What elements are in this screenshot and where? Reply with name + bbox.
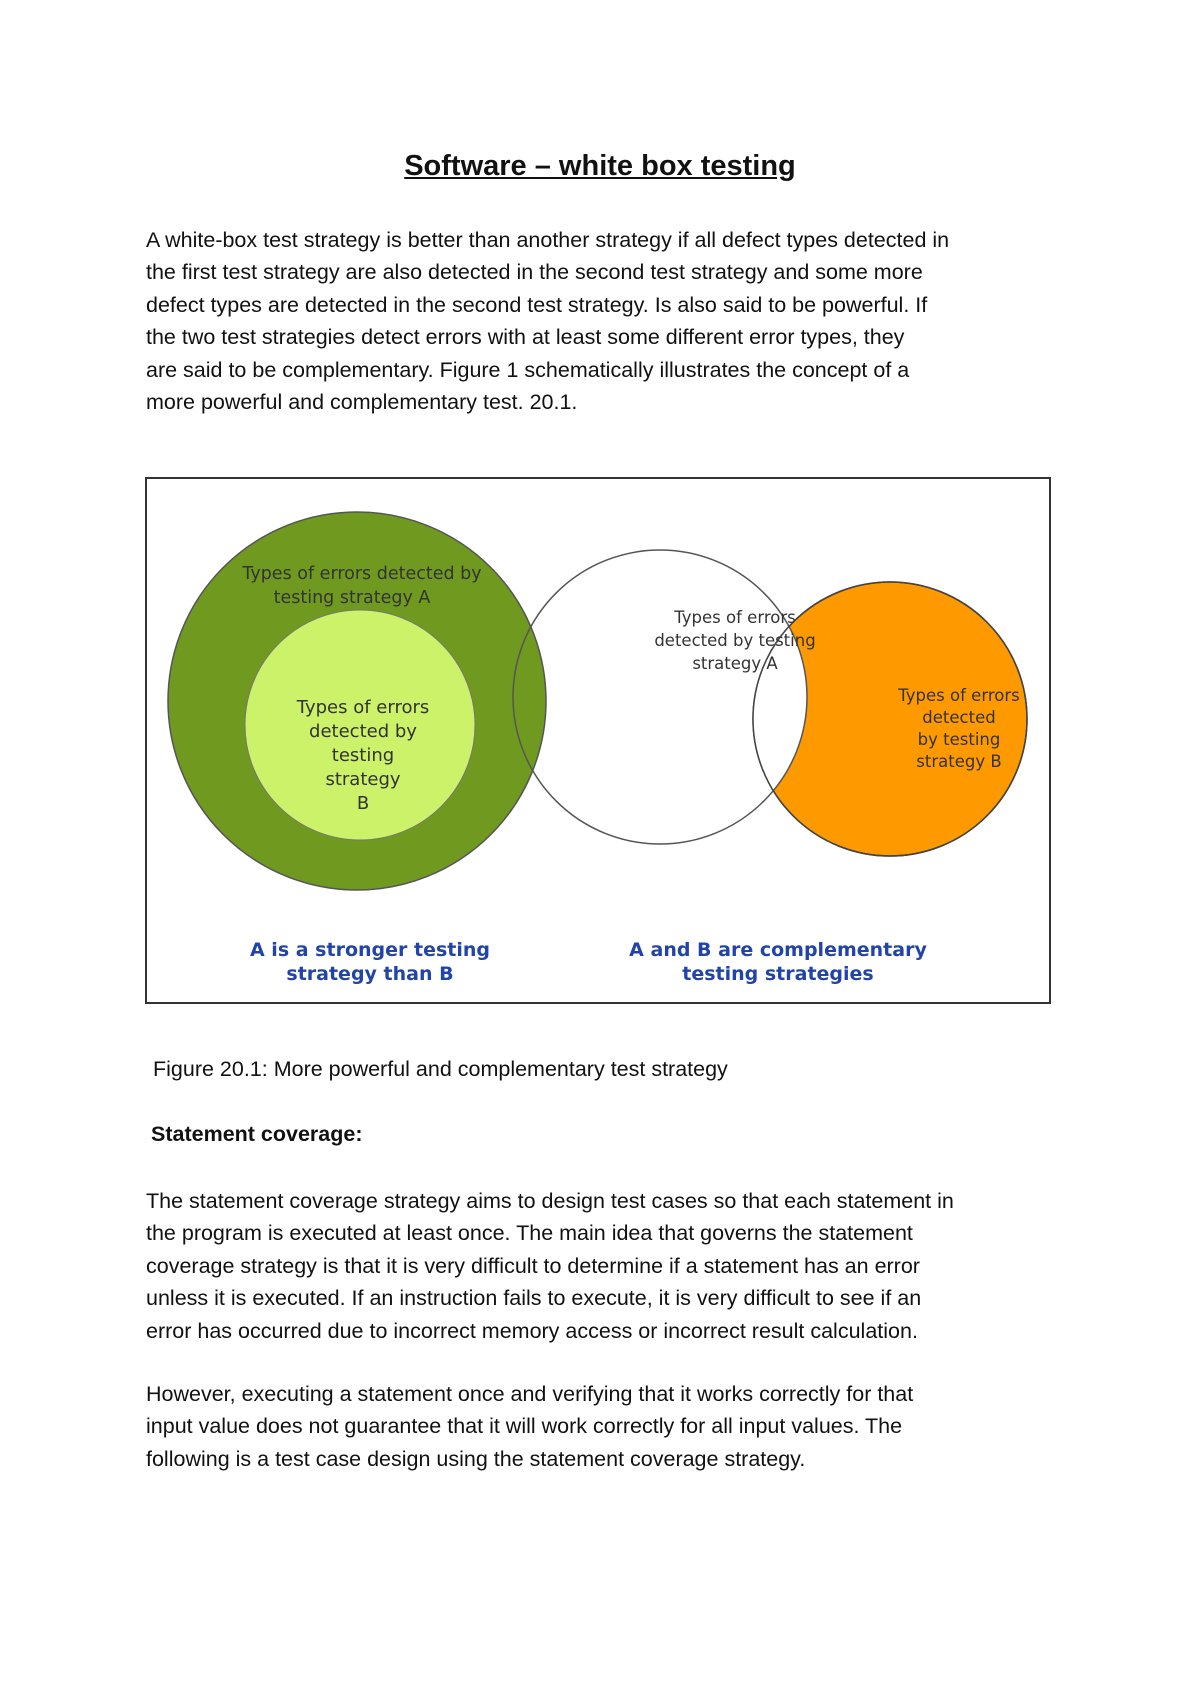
intro-line: are said to be complementary. Figure 1 schematically illustrates the concept of a [146,357,910,382]
section-heading: Statement coverage: [151,1122,363,1146]
statement-coverage-paragraph [146,1185,1076,1347]
para2-line: The statement coverage strategy aims to design test cases so that each statement in [146,1189,954,1213]
para3-line: However, executing a statement once and verifying that it works correctly for that [146,1382,914,1406]
venn-diagram-svg [147,479,1049,1002]
inner-label-line: detected by [309,721,417,742]
intro-line: defect types are detected in the second test strategy. Is also said to be powerful. If [146,292,928,317]
para2-line: the program is executed at least once. The main idea that governs the statement [146,1221,913,1246]
left-caption-line: strategy than B [286,963,454,985]
outer-label-line: Types of errors detected by [242,564,482,584]
intro-line: more powerful and complementary test. 20.1. [146,390,578,415]
figure-caption: Figure 20.1: More powerful and complementary test strategy [153,1057,728,1081]
b-label-line: detected [922,708,996,727]
a-label-line: detected by testing [654,631,816,650]
inner-label-line: testing [331,745,395,766]
b-label-line: by testing [917,730,1001,749]
inner-label-line: Types of errors [296,697,430,718]
a-label-line: Types of errors [674,608,796,627]
right-caption-line: A and B are complementary [629,939,927,961]
para2-line: unless it is executed. If an instruction fails to execute, it is very difficult to see if an [146,1286,922,1311]
intro-line: the two test strategies detect errors with at least some different error types, they [146,325,905,350]
intro-line: the first test strategy are also detected in the second test strategy and some more [146,260,923,285]
right-caption-line: testing strategies [682,963,874,985]
para3-line: input value does not guarantee that it will work correctly for all input values. The [146,1414,903,1439]
inner-label-line: B [356,793,370,814]
left-caption-line: A is a stronger testing [249,939,491,961]
intro-paragraph [146,224,1076,418]
intro-line: A white-box test strategy is better than another strategy if all defect types detected in [146,228,950,252]
b-label-line: Types of errors [898,686,1020,705]
a-label-line: strategy A [692,654,778,673]
inner-label-line: strategy [325,769,401,790]
outer-label-line: testing strategy A [273,588,431,608]
b-label-line: strategy B [916,752,1002,771]
however-paragraph [146,1378,1076,1475]
page-title: Software – white box testing [404,150,796,182]
figure-diagram [145,477,1051,1004]
para2-line: coverage strategy is that it is very difficult to determine if a statement has an error [146,1253,920,1278]
para2-line: error has occurred due to incorrect memory access or incorrect result calculation. [146,1318,918,1343]
para3-line: following is a test case design using the statement coverage strategy. [146,1446,806,1471]
